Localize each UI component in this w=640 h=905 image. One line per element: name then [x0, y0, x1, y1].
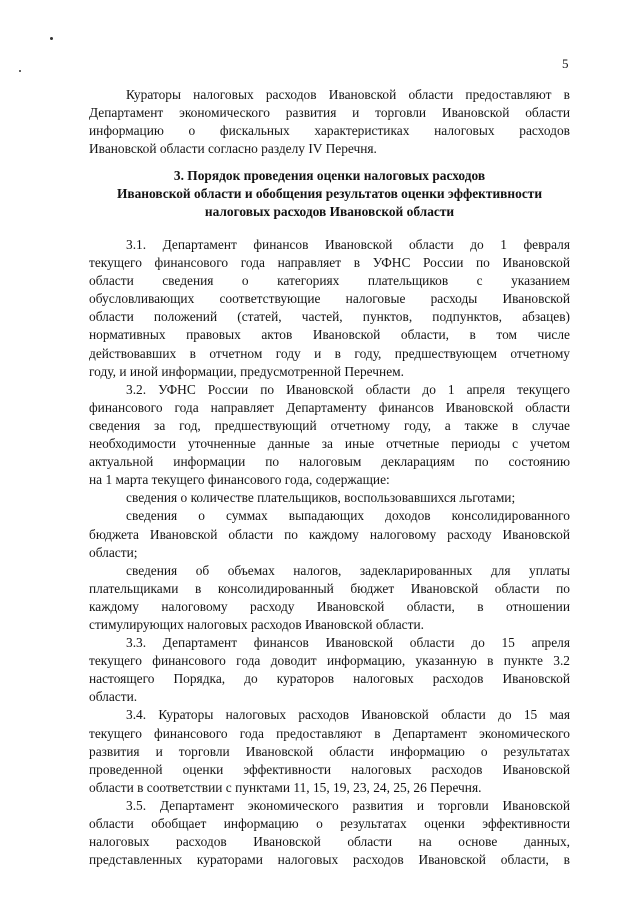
heading-line: 3. Порядок проведения оценки налоговых расходов	[173, 168, 486, 183]
text-line: налоговых расходов Ивановской области на основе данных,	[89, 834, 570, 850]
section-heading	[89, 167, 570, 221]
text-line: 3.3. Департамент финансов Ивановской области до 15 апреля	[126, 635, 570, 651]
text-line: области.	[89, 689, 138, 705]
text-line: финансового года направляет Департаменту финансов Ивановской области	[89, 399, 570, 415]
text-line: бюджета Ивановской области по каждому налоговому расходу Ивановской	[89, 526, 570, 542]
page-number: 5	[562, 56, 569, 71]
text-line: действовавших в отчетном году и в году, предшествующем отчетному	[89, 345, 570, 361]
heading-line: налоговых расходов Ивановской области	[204, 204, 455, 219]
text-line: нормативных правовых актов Ивановской области, в том числе	[89, 327, 570, 343]
text-line: Департамент экономического развития и торговли Ивановской области	[89, 105, 570, 121]
text-line: сведения об объемах налогов, задекларированных для уплаты	[126, 562, 570, 578]
text-line: развития и торговли Ивановской области информацию о результатах	[89, 743, 570, 759]
text-line: настоящего Порядка, до кураторов налоговых расходов Ивановской	[89, 671, 570, 687]
text-line: году, и иной информации, предусмотренной Перечнем.	[89, 363, 404, 379]
text-line: области положений (статей, частей, пунктов, подпунктов, абзацев)	[89, 309, 570, 325]
text-line: стимулирующих налоговых расходов Ивановской области.	[89, 616, 424, 632]
text-line: области;	[89, 544, 138, 560]
paragraph	[89, 706, 570, 796]
text-line: сведения о количестве плательщиков, воспользовавшихся льготами;	[126, 490, 516, 506]
text-line: представленных кураторами налоговых расходов Ивановской области, в	[89, 852, 570, 868]
text-line: обусловливающих соответствующие налоговые расходы Ивановской	[89, 291, 570, 307]
text-line: текущего финансового года доводит информацию, указанную в пункте 3.2	[89, 653, 570, 669]
intro-paragraph	[89, 86, 570, 158]
paragraph	[89, 381, 570, 490]
text-line: Ивановской области согласно разделу IV Перечня.	[89, 141, 377, 157]
text-line: каждому налоговому расходу Ивановской области, в отношении	[89, 598, 570, 614]
paragraph	[89, 562, 570, 634]
heading-line: Ивановской области и обобщения результатов оценки эффективности	[116, 186, 543, 201]
paragraph	[89, 634, 570, 706]
text-line: области в соответствии с пунктами 11, 15, 19, 23, 24, 25, 26 Перечня.	[89, 779, 482, 795]
text-line: плательщиками в консолидированный бюджет Ивановской области по	[89, 580, 570, 596]
paragraph	[89, 507, 570, 561]
text-line: актуальной информации по налоговым декларациям по состоянию	[89, 454, 570, 470]
text-line: текущего финансового года направляет в УФНС России по Ивановской	[89, 255, 570, 271]
text-line: текущего финансового года предоставляют в Департамент экономического	[89, 725, 570, 741]
text-line: необходимости уточненные данные за иные отчетные периоды с учетом	[89, 436, 570, 452]
text-line: 3.5. Департамент экономического развития и торговли Ивановской	[126, 797, 570, 813]
text-line: проведенной оценки эффективности налоговых расходов Ивановской	[89, 761, 570, 777]
text-line: области сведения о категориях плательщиков с указанием	[89, 273, 570, 289]
text-line: 3.1. Департамент финансов Ивановской области до 1 февраля	[126, 237, 570, 252]
paragraph	[89, 797, 570, 869]
text-line: на 1 марта текущего финансового года, содержащие:	[89, 472, 390, 488]
text-line: 3.4. Кураторы налоговых расходов Ивановской области до 15 мая	[126, 707, 570, 723]
scan-speck	[50, 37, 53, 40]
text-line: области обобщает информацию о результатах оценки эффективности	[89, 816, 570, 831]
text-line: информацию о фискальных характеристиках налоговых расходов	[89, 123, 570, 139]
text-line: сведения о суммах выпадающих доходов консолидированного	[126, 508, 570, 524]
paragraph	[89, 236, 570, 381]
paragraph	[89, 489, 570, 507]
text-line: 3.2. УФНС России по Ивановской области до 1 апреля текущего	[126, 381, 570, 397]
text-line: Кураторы налоговых расходов Ивановской области предоставляют в	[126, 87, 570, 102]
scan-speck	[19, 70, 21, 72]
text-line: сведения за год, предшествующий отчетному году, а также в случае	[89, 417, 570, 433]
body-text	[89, 236, 570, 869]
